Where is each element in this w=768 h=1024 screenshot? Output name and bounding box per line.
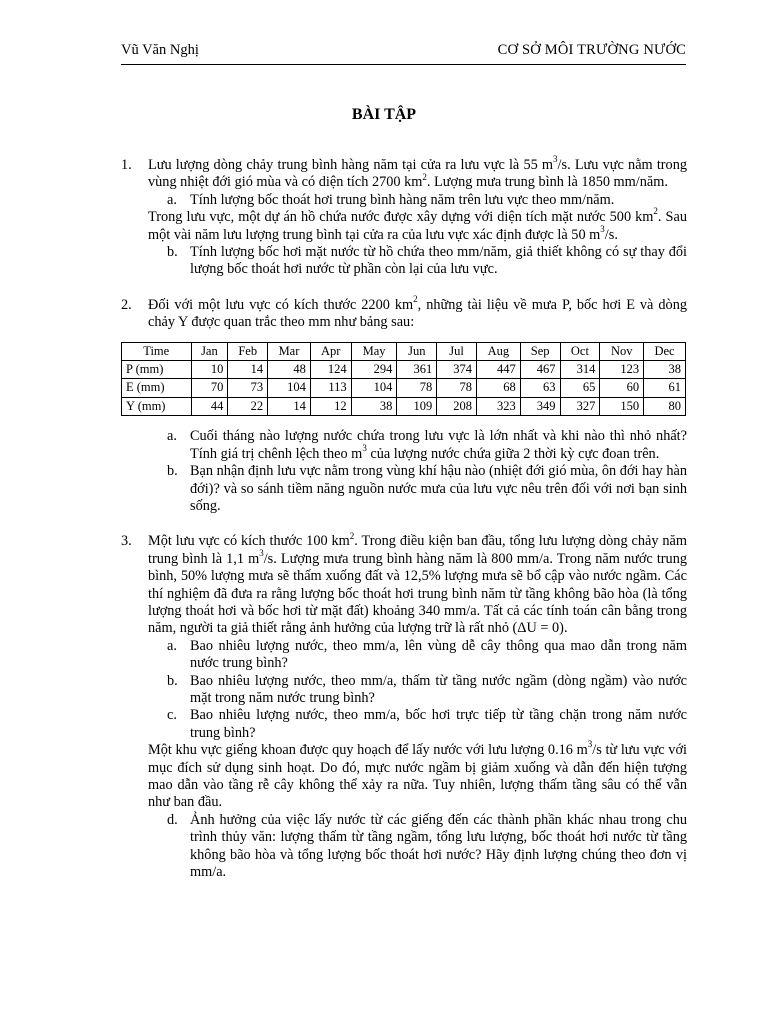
row-label: P (mm) — [122, 361, 192, 379]
table-cell: 109 — [397, 397, 437, 415]
hydrology-table — [121, 342, 686, 417]
row-label: E (mm) — [122, 379, 192, 397]
table-cell: 38 — [351, 397, 397, 415]
table-cell: 104 — [351, 379, 397, 397]
problem-1 — [121, 154, 688, 279]
table-cell: 294 — [351, 361, 397, 379]
course-title: CƠ SỞ MÔI TRƯỜNG NƯỚC — [497, 42, 686, 58]
column-header: Dec — [644, 342, 686, 360]
table-cell: 314 — [560, 361, 600, 379]
problem-1-question-b: b. Tính lượng bốc hơi mặt nước từ hồ chứa theo mm/năm, giả thiết không có sự thay đổi lượng bốc thoát hơi nước từ phần còn lại của lưu vực. — [167, 244, 687, 278]
table-cell: 124 — [310, 361, 351, 379]
problem-1-intro: Lưu lượng dòng chảy trung bình hàng năm tại cửa ra lưu vực là 55 $m^3/s$. Lưu vực nằm trong vùng nhiệt đới gió mùa và có diện tích 2700 $km^2$. Lượng mưa trung bình là 1850 mm/năm. — [148, 154, 688, 191]
column-header: Oct — [560, 342, 600, 360]
header-divider — [121, 64, 686, 65]
column-header: Jan — [191, 342, 228, 360]
table-cell: 70 — [191, 379, 228, 397]
table-cell: 327 — [560, 397, 600, 415]
column-header: Jul — [437, 342, 477, 360]
problem-number: 3. — [121, 533, 132, 550]
table-row — [122, 361, 686, 379]
table-cell: 374 — [437, 361, 477, 379]
table-row — [122, 397, 686, 415]
column-header: Sep — [520, 342, 560, 360]
author-name: Vũ Văn Nghị — [121, 42, 199, 58]
table-cell: 60 — [600, 379, 644, 397]
table-cell: 104 — [268, 379, 311, 397]
page-title: BÀI TẬP — [351, 106, 417, 123]
table-cell: 10 — [191, 361, 228, 379]
table-cell: 123 — [600, 361, 644, 379]
column-header: Time — [122, 342, 192, 360]
table-cell: 14 — [268, 397, 311, 415]
column-header: Aug — [476, 342, 520, 360]
problem-3-question-b: b. Bao nhiêu lượng nước, theo mm/a, thấm từ tầng nước ngầm (dòng ngầm) vào nước mặt trong năm nước trung bình? — [167, 672, 687, 706]
problem-1-context: Trong lưu vực, một dự án hồ chứa nước được xây dựng với diện tích mặt nước 500 $km^2$. Sau một vài năm lưu lượng trung bình tại cửa ra của lưu vực xác định được là 50 $m^3/s$. — [148, 206, 687, 243]
table-cell: 38 — [644, 361, 686, 379]
problem-number: 1. — [121, 157, 132, 173]
table-cell: 78 — [397, 379, 437, 397]
problem-3-context: Một khu vực giếng khoan được quy hoạch để lấy nước với lưu lượng 0.16 $m^3/s$ từ lưu vực với mục đích sử dụng sinh hoạt. Do đó, mực nước ngầm bị giảm xuống và dẫn đến hiện tượng mao dẫn vào tầng rễ cây không thể xảy ra nữa. Tuy nhiên, lượng thấm tầng sâu có thể vẫn như ban đầu. — [148, 739, 687, 811]
problem-1-question-a: a. Tính lượng bốc thoát hơi trung bình hàng năm trên lưu vực theo mm/năm. — [167, 191, 615, 208]
problem-3-question-c: c. Bao nhiêu lượng nước, theo mm/a, bốc hơi trực tiếp từ tầng chặn trong năm nước trung bình? — [167, 707, 687, 741]
table-cell: 73 — [228, 379, 268, 397]
table-cell: 323 — [476, 397, 520, 415]
table-cell: 12 — [310, 397, 351, 415]
table-cell: 447 — [476, 361, 520, 379]
problem-3 — [121, 530, 687, 881]
problem-2-intro: Đối với một lưu vực có kích thước 2200 $km^2$, những tài liệu về mưa P, bốc hơi E và dòng chảy Y được quan trắc theo mm như bảng sau: — [148, 294, 687, 331]
table-cell: 61 — [644, 379, 686, 397]
problem-3-question-a: a. Bao nhiêu lượng nước, theo mm/a, lên vùng dễ cây thông qua mao dẫn trong năm nước trung bình? — [167, 637, 687, 672]
table-cell: 78 — [437, 379, 477, 397]
row-label: Y (mm) — [122, 397, 192, 415]
column-header: May — [351, 342, 397, 360]
problem-3-question-d: d. Ảnh hưởng của việc lấy nước từ các giếng đến các thành phần khác nhau trong chu trình thủy văn: lượng thấm từ tầng ngầm, tổng lưu lượng, bốc thoát hơi nước từ tầng không bão hòa và tổng lượng bốc thoát hơi nước? Hãy định lượng chúng theo đơn vị mm/a. — [167, 811, 687, 881]
table-cell: 63 — [520, 379, 560, 397]
table-row — [122, 379, 686, 397]
column-header: Mar — [268, 342, 311, 360]
problem-2-question-a: a. Cuối tháng nào lượng nước chứa trong lưu vực là lớn nhất và khi nào thì nhỏ nhất? Tính giá trị chênh lệch theo $m^3$ của lượng nước chứa giữa 2 thời kỳ cực đoan trên. — [167, 428, 687, 462]
exercise-content — [121, 154, 688, 899]
problem-number: 2. — [121, 296, 132, 313]
table-cell: 65 — [560, 379, 600, 397]
table-cell: 44 — [191, 397, 228, 415]
table-cell: 48 — [268, 361, 311, 379]
column-header: Feb — [228, 342, 268, 360]
table-cell: 208 — [437, 397, 477, 415]
table-cell: 467 — [520, 361, 560, 379]
table-header-row — [122, 342, 686, 360]
problem-2-question-b: b. Bạn nhận định lưu vực nằm trong vùng khí hậu nào (nhiệt đới gió mùa, ôn đới hay hàn đới)? và so sánh tiềm năng nguồn nước mưa của lưu vực nêu trên đối với nơi bạn sinh sống. — [167, 463, 687, 514]
table-cell: 22 — [228, 397, 268, 415]
column-header: Jun — [397, 342, 437, 360]
table-cell: 361 — [397, 361, 437, 379]
table-cell: 68 — [476, 379, 520, 397]
problem-3-intro: Một lưu vực có kích thước 100 $km^2$. Trong điều kiện ban đầu, tổng lưu lượng dòng chảy năm trung bình là 1,1 $m^3/s$. Lượng mưa trung bình hàng năm là 800 mm/a. Trong năm nước trung bình, 50% lượng mưa sẽ thấm xuống đất và 12,5% lượng mưa sẽ bổ cập vào nước ngầm. Các thí nghiệm đã đưa ra rằng lượng bốc thoát hơi trung bình năm từ tầng không bão hòa (là tổng lượng thoát hơi và bốc hơi từ mặt đất) khoảng 340 mm/a. Tất cả các tính toán cân bằng trong năm, người ta giả thiết rằng ảnh hưởng của lượng trữ là rất nhỏ (ΔU = 0). — [148, 530, 687, 637]
column-header: Nov — [600, 342, 644, 360]
table-cell: 80 — [644, 397, 686, 415]
problem-2 — [121, 294, 687, 515]
table-cell: 150 — [600, 397, 644, 415]
table-cell: 113 — [310, 379, 351, 397]
table-cell: 14 — [228, 361, 268, 379]
page-header — [121, 42, 686, 62]
table-cell: 349 — [520, 397, 560, 415]
column-header: Apr — [310, 342, 351, 360]
